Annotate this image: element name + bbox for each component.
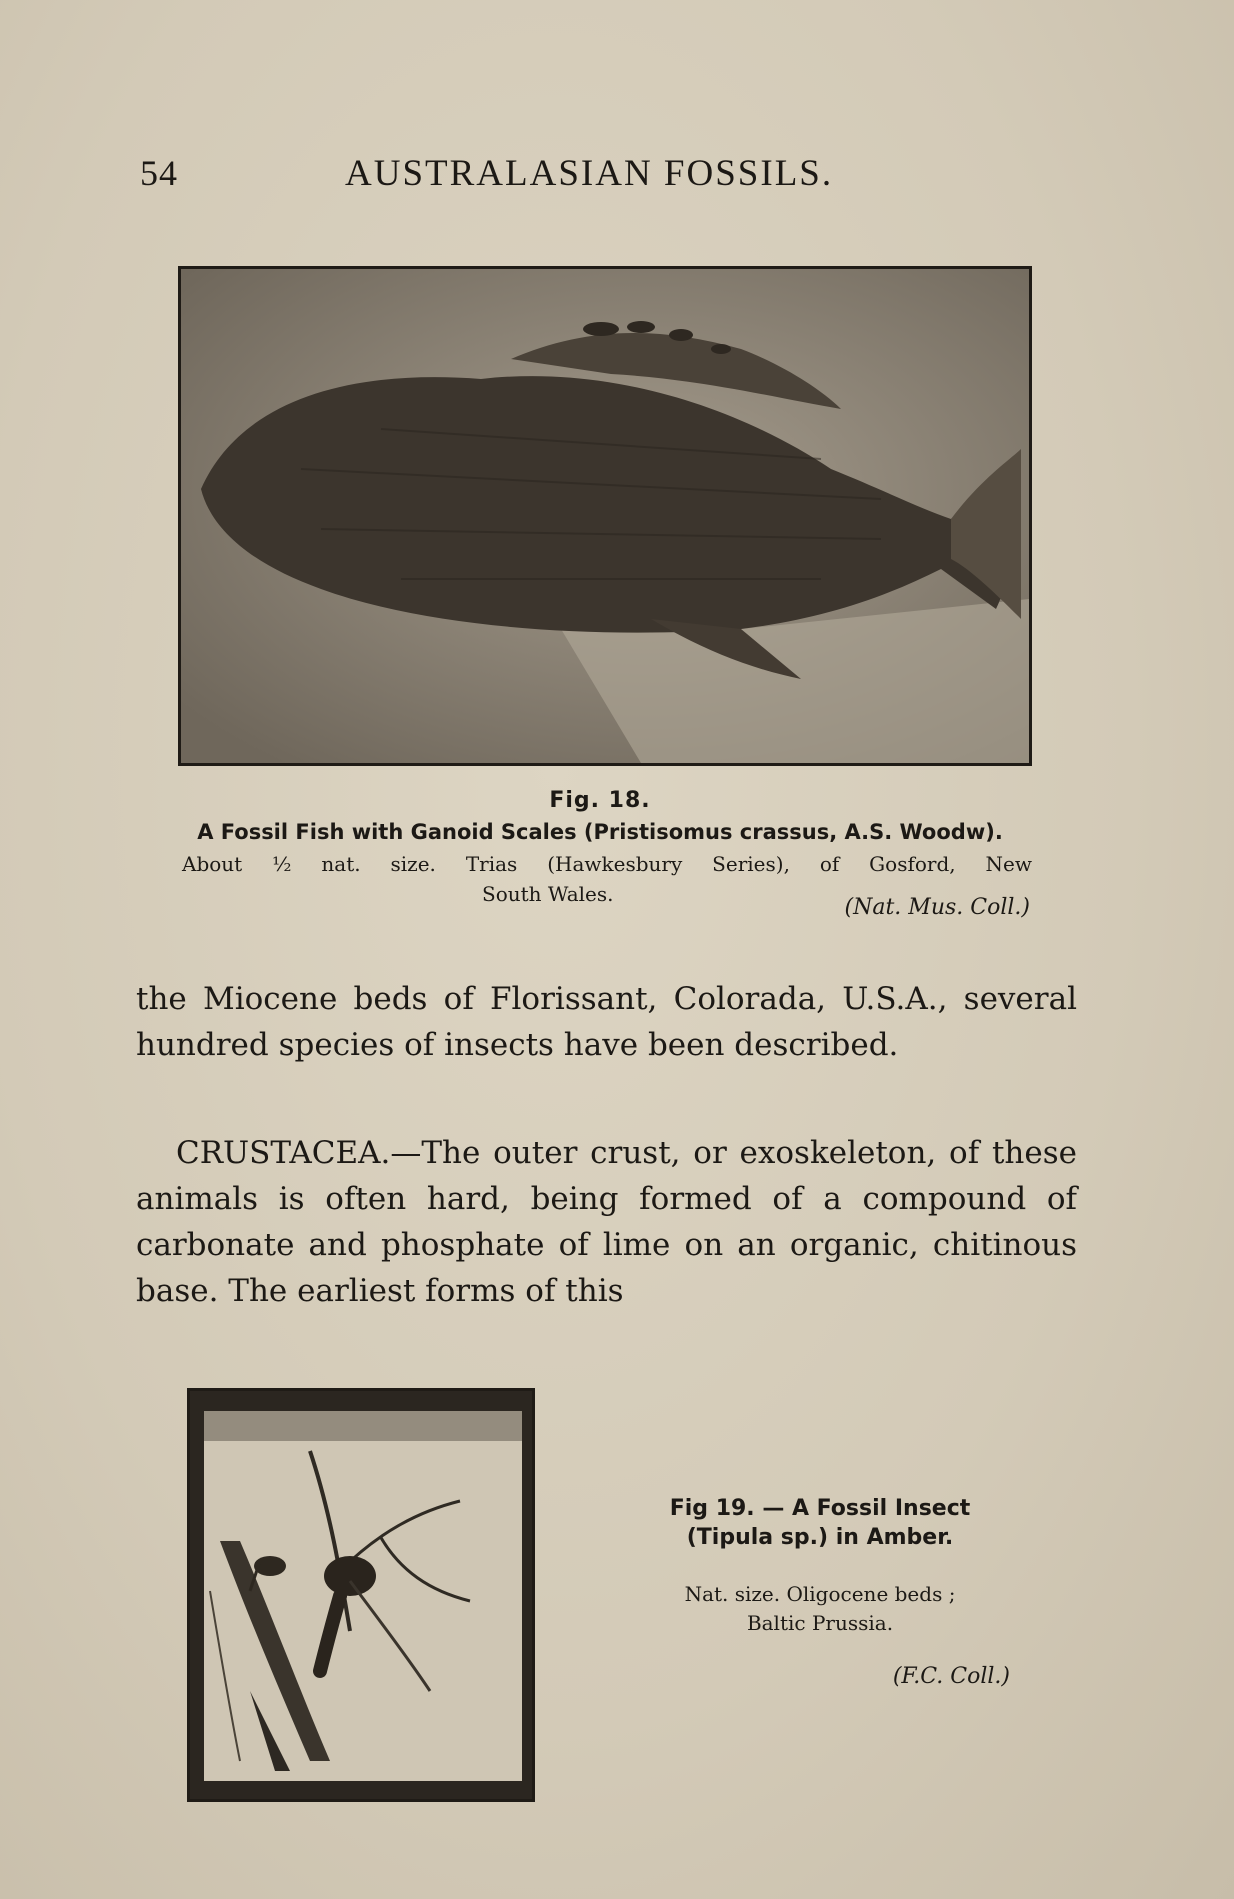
figure19-detail-line2: Baltic Prussia. [746,1611,894,1635]
figure19-detail-line1: Nat. size. Oligocene beds ; [684,1582,956,1606]
fossil-fish-image [178,266,1032,766]
figure19-label-line2: (Tipula sp.) in Amber. [686,1525,954,1550]
paragraph-crustacea: CRUSTACEA.—The outer crust, or exoskeleton, of these animals is often hard, being formed of a compound of carbonate and phosphate of lime on an organic, chitinous base. The earliest forms of this [136,1135,1077,1309]
page-number: 54 [140,153,178,193]
figure19-collection: (F.C. Coll.) [892,1664,1010,1689]
figure18-detail-line2: South Wales. [482,882,614,906]
figure19-label [620,1494,1020,1552]
paragraph-miocene: the Miocene beds of Florissant, Colorada, U.S.A., several hundred species of insects have been described. [136,981,1077,1063]
figure19-label-line1: Fig 19. — A Fossil Insect [669,1496,971,1521]
running-title: AUSTRALASIAN FOSSILS. [345,153,834,194]
figure18-label: Fig. 18. [549,788,651,813]
insect-illustration [190,1391,532,1799]
figure19-detail [620,1580,1020,1638]
figure18-detail-line1: About ½ nat. size. Trias (Hawkesbury Series), of Gosford, New [182,852,1032,876]
figure18-title: A Fossil Fish with Ganoid Scales (Pristisomus crassus, A.S. Woodw). [197,820,1003,844]
page-header [140,152,890,202]
fossil-insect-image [187,1388,535,1802]
fish-illustration [181,269,1029,763]
figure18-collection: (Nat. Mus. Coll.) [844,895,1030,920]
